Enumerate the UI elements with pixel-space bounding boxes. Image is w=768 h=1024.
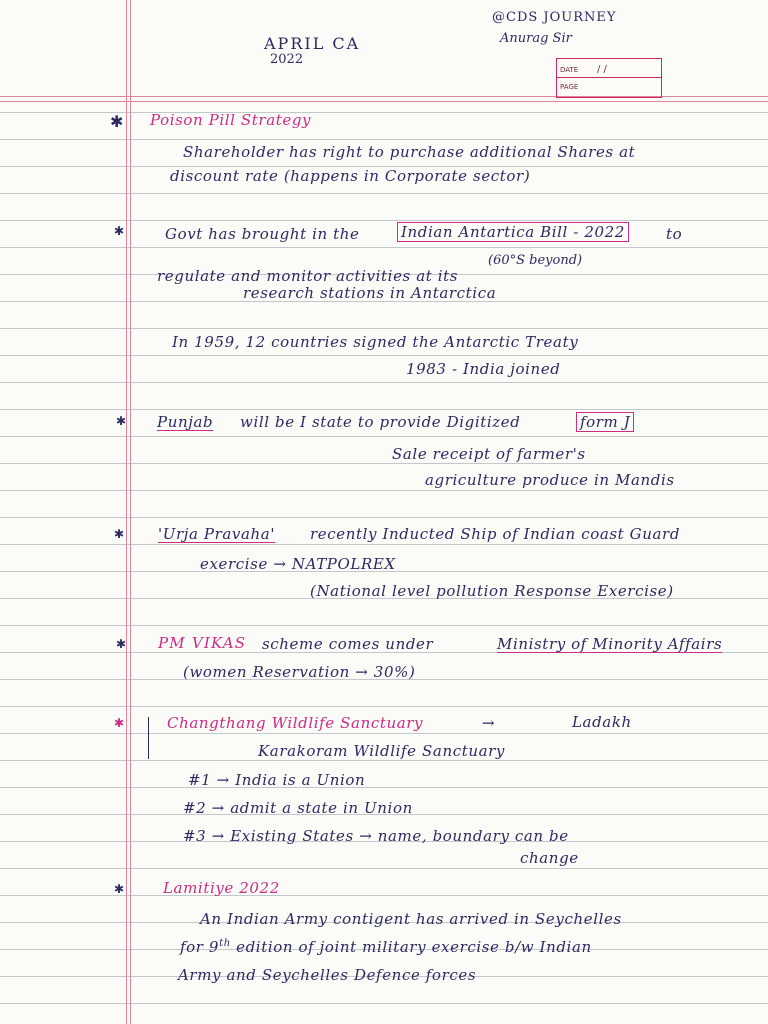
bullet-star: ✱ <box>114 716 125 730</box>
header-rule <box>0 101 768 102</box>
note-line: (National level pollution Response Exercise) <box>310 582 674 600</box>
margin-rule <box>126 0 127 1024</box>
note-line: will be I state to provide Digitized <box>240 413 521 431</box>
author-name: Anurag Sir <box>500 31 572 46</box>
note-keyword: Punjab <box>157 413 214 431</box>
bullet-star: ✱ <box>114 882 125 896</box>
page-label: PAGE <box>560 83 579 91</box>
note-line: to <box>666 225 683 243</box>
note-keyword: 'Urja Pravaha' <box>158 525 276 543</box>
date-label: DATE <box>560 66 579 74</box>
note-line: research stations in Antarctica <box>243 284 497 302</box>
note-line: Army and Seychelles Defence forces <box>178 966 477 984</box>
note-line: discount rate (happens in Corporate sector) <box>170 167 531 185</box>
section-heading: Changthang Wildlife Sanctuary <box>167 714 424 732</box>
note-keyword: Ministry of Minority Affairs <box>497 635 723 653</box>
note-line: Karakoram Wildlife Sanctuary <box>258 742 505 760</box>
channel-tag: @CDS JOURNEY <box>492 10 617 25</box>
highlight-box: form J <box>576 412 634 432</box>
note-line: agriculture produce in Mandis <box>425 471 675 489</box>
note-line: #3 → Existing States → name, boundary can be <box>183 827 569 845</box>
bullet-star: ✱ <box>116 414 127 428</box>
section-heading: Lamitiye 2022 <box>163 879 280 897</box>
note-line: scheme comes under <box>262 635 434 653</box>
note-line: Sale receipt of farmer's <box>392 445 586 463</box>
section-heading: Poison Pill Strategy <box>150 111 312 129</box>
bullet-star: ✱ <box>110 112 124 131</box>
brace-mark <box>148 717 159 759</box>
bullet-star: ✱ <box>114 224 125 238</box>
note-line: Ladakh <box>572 713 632 731</box>
note-line: Govt has brought in the <box>165 225 360 243</box>
note-line: regulate and monitor activities at its <box>157 267 459 285</box>
note-annotation: (60°S beyond) <box>488 253 583 268</box>
note-line: change <box>520 849 579 867</box>
margin-rule <box>130 0 131 1024</box>
section-heading: PM VIKAS <box>158 634 247 652</box>
note-line: (women Reservation → 30%) <box>183 663 416 681</box>
note-line: Shareholder has right to purchase additional Shares at <box>183 143 636 161</box>
note-line: In 1959, 12 countries signed the Antarctic Treaty <box>172 333 579 351</box>
note-line: An Indian Army contigent has arrived in Seychelles <box>200 910 622 928</box>
highlight-box: Indian Antartica Bill - 2022 <box>397 222 629 242</box>
page-year: 2022 <box>270 52 304 67</box>
note-line: 1983 - India joined <box>406 360 561 378</box>
bullet-star: ✱ <box>114 527 125 541</box>
page-title: APRIL CA <box>264 34 361 53</box>
note-line: for 9th edition of joint military exercise b/w Indian <box>180 938 592 956</box>
note-line: exercise → NATPOLREX <box>200 555 396 573</box>
note-arrow: → <box>482 714 496 732</box>
note-line: recently Inducted Ship of Indian coast Guard <box>310 525 681 543</box>
note-line: #1 → India is a Union <box>188 771 366 789</box>
bullet-star: ✱ <box>116 637 127 651</box>
date-box <box>556 58 662 98</box>
date-value: / / <box>597 64 607 75</box>
note-line: #2 → admit a state in Union <box>183 799 413 817</box>
